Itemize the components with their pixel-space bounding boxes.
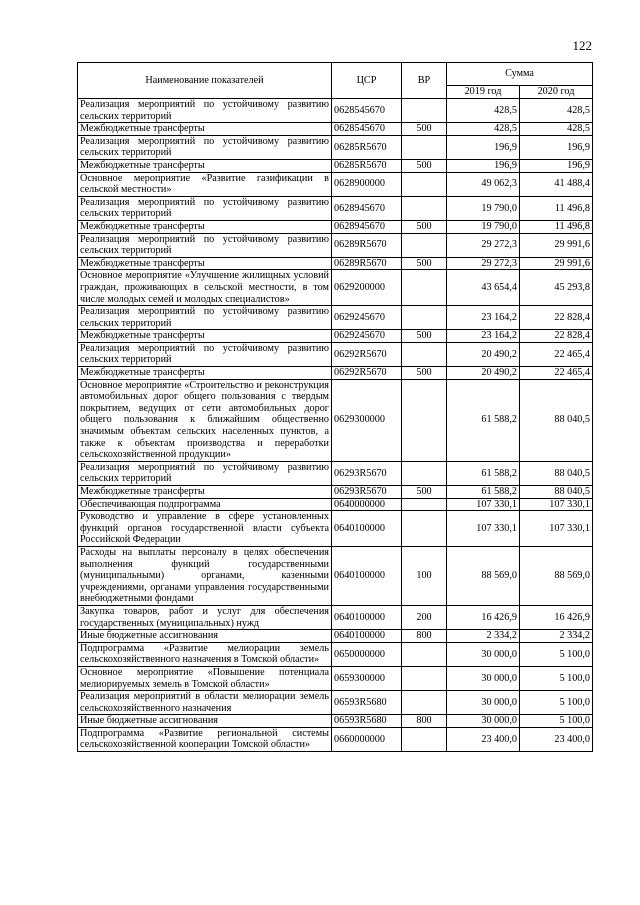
row-sum-2020: 45 293,8 bbox=[520, 270, 593, 306]
row-vr: 500 bbox=[402, 486, 447, 499]
row-csr: 0640100000 bbox=[332, 511, 402, 547]
row-sum-2019: 196,9 bbox=[447, 159, 520, 172]
row-sum-2019: 88 569,0 bbox=[447, 546, 520, 605]
row-sum-2019: 2 334,2 bbox=[447, 630, 520, 643]
row-csr: 06593R5680 bbox=[332, 715, 402, 728]
row-name: Реализация мероприятий по устойчивому развитию сельских территорий bbox=[78, 461, 332, 485]
row-sum-2019: 20 490,2 bbox=[447, 342, 520, 366]
table-row bbox=[78, 172, 593, 196]
row-sum-2019: 30 000,0 bbox=[447, 691, 520, 715]
row-csr: 0659300000 bbox=[332, 666, 402, 690]
row-vr bbox=[402, 727, 447, 751]
row-csr: 0629245670 bbox=[332, 330, 402, 343]
page-number: 122 bbox=[572, 38, 592, 53]
row-sum-2020: 88 569,0 bbox=[520, 546, 593, 605]
row-csr: 06285R5670 bbox=[332, 159, 402, 172]
row-vr: 500 bbox=[402, 330, 447, 343]
row-sum-2020: 88 040,5 bbox=[520, 379, 593, 461]
row-vr bbox=[402, 135, 447, 159]
row-name: Иные бюджетные ассигнования bbox=[78, 630, 332, 643]
row-sum-2019: 20 490,2 bbox=[447, 367, 520, 380]
row-sum-2020: 29 991,6 bbox=[520, 233, 593, 257]
row-sum-2020: 29 991,6 bbox=[520, 257, 593, 270]
row-vr: 500 bbox=[402, 123, 447, 136]
row-vr: 100 bbox=[402, 546, 447, 605]
row-sum-2020: 16 426,9 bbox=[520, 605, 593, 629]
row-csr: 0640100000 bbox=[332, 546, 402, 605]
row-sum-2019: 49 062,3 bbox=[447, 172, 520, 196]
row-sum-2019: 61 588,2 bbox=[447, 461, 520, 485]
row-name: Межбюджетные трансферты bbox=[78, 257, 332, 270]
row-vr bbox=[402, 666, 447, 690]
header-sum: Сумма bbox=[447, 63, 593, 86]
row-sum-2020: 11 496,8 bbox=[520, 220, 593, 233]
row-name: Подпрограмма «Развитие мелиорации земель сельскохозяйственного назначения в Томской области» bbox=[78, 642, 332, 666]
row-name: Реализация мероприятий по устойчивому развитию сельских территорий bbox=[78, 342, 332, 366]
table-row bbox=[78, 379, 593, 461]
row-name: Межбюджетные трансферты bbox=[78, 159, 332, 172]
row-sum-2020: 5 100,0 bbox=[520, 715, 593, 728]
row-name: Подпрограмма «Развитие региональной системы сельскохозяйственной кооперации Томской области» bbox=[78, 727, 332, 751]
row-vr: 200 bbox=[402, 605, 447, 629]
table-row bbox=[78, 486, 593, 499]
header-2019: 2019 год bbox=[447, 86, 520, 99]
table-row bbox=[78, 727, 593, 751]
row-name: Основное мероприятие «Развитие газификации в сельской местности» bbox=[78, 172, 332, 196]
row-csr: 0629300000 bbox=[332, 379, 402, 461]
row-csr: 06289R5670 bbox=[332, 257, 402, 270]
row-csr: 0650000000 bbox=[332, 642, 402, 666]
row-sum-2020: 2 334,2 bbox=[520, 630, 593, 643]
row-name: Основное мероприятие «Повышение потенциала мелиорируемых земель в Томской области» bbox=[78, 666, 332, 690]
table-row bbox=[78, 270, 593, 306]
row-name: Руководство и управление в сфере установленных функций органов государственной власти субъекта Российской Федерации bbox=[78, 511, 332, 547]
row-sum-2020: 5 100,0 bbox=[520, 642, 593, 666]
table-row bbox=[78, 715, 593, 728]
row-vr bbox=[402, 642, 447, 666]
row-sum-2019: 428,5 bbox=[447, 123, 520, 136]
row-vr bbox=[402, 270, 447, 306]
row-sum-2020: 5 100,0 bbox=[520, 666, 593, 690]
row-vr: 500 bbox=[402, 220, 447, 233]
row-name: Межбюджетные трансферты bbox=[78, 123, 332, 136]
table-row bbox=[78, 135, 593, 159]
row-name: Реализация мероприятий по устойчивому развитию сельских территорий bbox=[78, 306, 332, 330]
table-row bbox=[78, 342, 593, 366]
table-row bbox=[78, 666, 593, 690]
row-vr bbox=[402, 233, 447, 257]
row-sum-2019: 43 654,4 bbox=[447, 270, 520, 306]
table-row bbox=[78, 220, 593, 233]
table-row bbox=[78, 367, 593, 380]
table-row bbox=[78, 546, 593, 605]
row-sum-2019: 30 000,0 bbox=[447, 666, 520, 690]
row-name: Реализация мероприятий по устойчивому развитию сельских территорий bbox=[78, 196, 332, 220]
row-sum-2019: 29 272,3 bbox=[447, 257, 520, 270]
row-csr: 0628545670 bbox=[332, 99, 402, 123]
row-name: Основное мероприятие «Строительство и реконструкция автомобильных дорог общего пользования с твердым покрытием, ведущих от сети автомобильных дорог общего пользования к ближайшим общественно значимым объектам сельских населенных пунктов, а также к объектам производства и переработки сельскохозяйственной продукции» bbox=[78, 379, 332, 461]
row-sum-2020: 5 100,0 bbox=[520, 691, 593, 715]
header-vr: ВР bbox=[402, 63, 447, 99]
row-name: Межбюджетные трансферты bbox=[78, 367, 332, 380]
row-csr: 06293R5670 bbox=[332, 461, 402, 485]
table-row bbox=[78, 605, 593, 629]
row-vr bbox=[402, 498, 447, 511]
budget-table bbox=[77, 62, 593, 752]
row-sum-2019: 19 790,0 bbox=[447, 196, 520, 220]
row-csr: 0640100000 bbox=[332, 630, 402, 643]
row-csr: 0640100000 bbox=[332, 605, 402, 629]
row-name: Межбюджетные трансферты bbox=[78, 330, 332, 343]
row-sum-2019: 30 000,0 bbox=[447, 715, 520, 728]
table-row bbox=[78, 306, 593, 330]
row-sum-2020: 107 330,1 bbox=[520, 498, 593, 511]
row-sum-2019: 61 588,2 bbox=[447, 486, 520, 499]
row-name: Закупка товаров, работ и услуг для обеспечения государственных (муниципальных) нужд bbox=[78, 605, 332, 629]
row-sum-2019: 19 790,0 bbox=[447, 220, 520, 233]
table-row bbox=[78, 461, 593, 485]
row-sum-2019: 30 000,0 bbox=[447, 642, 520, 666]
table-row bbox=[78, 99, 593, 123]
row-vr bbox=[402, 511, 447, 547]
row-sum-2020: 107 330,1 bbox=[520, 511, 593, 547]
row-csr: 0628545670 bbox=[332, 123, 402, 136]
row-sum-2019: 29 272,3 bbox=[447, 233, 520, 257]
table-row bbox=[78, 159, 593, 172]
table-row bbox=[78, 233, 593, 257]
table-row bbox=[78, 642, 593, 666]
row-sum-2019: 23 164,2 bbox=[447, 306, 520, 330]
row-csr: 0629245670 bbox=[332, 306, 402, 330]
row-sum-2019: 107 330,1 bbox=[447, 498, 520, 511]
row-sum-2020: 88 040,5 bbox=[520, 486, 593, 499]
row-vr bbox=[402, 172, 447, 196]
row-csr: 06292R5670 bbox=[332, 342, 402, 366]
table-row bbox=[78, 691, 593, 715]
row-sum-2019: 61 588,2 bbox=[447, 379, 520, 461]
row-sum-2020: 88 040,5 bbox=[520, 461, 593, 485]
row-vr bbox=[402, 691, 447, 715]
row-vr: 800 bbox=[402, 630, 447, 643]
table-row bbox=[78, 630, 593, 643]
row-name: Обеспечивающая подпрограмма bbox=[78, 498, 332, 511]
row-csr: 0629200000 bbox=[332, 270, 402, 306]
row-csr: 06285R5670 bbox=[332, 135, 402, 159]
row-vr bbox=[402, 306, 447, 330]
row-sum-2020: 41 488,4 bbox=[520, 172, 593, 196]
row-sum-2019: 428,5 bbox=[447, 99, 520, 123]
table-row bbox=[78, 511, 593, 547]
row-sum-2019: 23 400,0 bbox=[447, 727, 520, 751]
row-name: Реализация мероприятий по устойчивому развитию сельских территорий bbox=[78, 233, 332, 257]
row-sum-2020: 196,9 bbox=[520, 159, 593, 172]
row-vr bbox=[402, 379, 447, 461]
header-csr: ЦСР bbox=[332, 63, 402, 99]
row-sum-2020: 428,5 bbox=[520, 99, 593, 123]
row-name: Реализация мероприятий в области мелиорации земель сельскохозяйственного назначения bbox=[78, 691, 332, 715]
row-vr bbox=[402, 461, 447, 485]
row-vr bbox=[402, 99, 447, 123]
row-sum-2020: 22 828,4 bbox=[520, 330, 593, 343]
row-sum-2020: 22 465,4 bbox=[520, 367, 593, 380]
table-body bbox=[78, 99, 593, 752]
row-vr bbox=[402, 342, 447, 366]
header-name: Наименование показателей bbox=[78, 63, 332, 99]
row-sum-2019: 16 426,9 bbox=[447, 605, 520, 629]
row-csr: 0660000000 bbox=[332, 727, 402, 751]
row-name: Реализация мероприятий по устойчивому развитию сельских территорий bbox=[78, 99, 332, 123]
row-vr: 500 bbox=[402, 367, 447, 380]
row-vr: 800 bbox=[402, 715, 447, 728]
row-name: Межбюджетные трансферты bbox=[78, 486, 332, 499]
row-csr: 06593R5680 bbox=[332, 691, 402, 715]
row-sum-2020: 196,9 bbox=[520, 135, 593, 159]
row-sum-2019: 107 330,1 bbox=[447, 511, 520, 547]
row-name: Реализация мероприятий по устойчивому развитию сельских территорий bbox=[78, 135, 332, 159]
row-vr: 500 bbox=[402, 257, 447, 270]
row-sum-2020: 11 496,8 bbox=[520, 196, 593, 220]
row-csr: 0640000000 bbox=[332, 498, 402, 511]
table-row bbox=[78, 196, 593, 220]
table-row bbox=[78, 498, 593, 511]
row-csr: 0628945670 bbox=[332, 196, 402, 220]
row-vr: 500 bbox=[402, 159, 447, 172]
row-name: Расходы на выплаты персоналу в целях обеспечения выполнения функций государственными (муниципальными) органами, казенными учреждениями, органами управления государственными внебюджетными фондами bbox=[78, 546, 332, 605]
row-sum-2020: 22 828,4 bbox=[520, 306, 593, 330]
row-name: Межбюджетные трансферты bbox=[78, 220, 332, 233]
row-csr: 0628945670 bbox=[332, 220, 402, 233]
row-name: Иные бюджетные ассигнования bbox=[78, 715, 332, 728]
row-sum-2020: 22 465,4 bbox=[520, 342, 593, 366]
row-csr: 0628900000 bbox=[332, 172, 402, 196]
row-sum-2019: 196,9 bbox=[447, 135, 520, 159]
row-vr bbox=[402, 196, 447, 220]
row-sum-2019: 23 164,2 bbox=[447, 330, 520, 343]
row-csr: 06289R5670 bbox=[332, 233, 402, 257]
table-row bbox=[78, 330, 593, 343]
row-csr: 06292R5670 bbox=[332, 367, 402, 380]
table-row bbox=[78, 257, 593, 270]
table-row bbox=[78, 123, 593, 136]
row-name: Основное мероприятие «Улучшение жилищных условий граждан, проживающих в сельской местности, в том числе молодых семей и молодых специалистов» bbox=[78, 270, 332, 306]
row-sum-2020: 23 400,0 bbox=[520, 727, 593, 751]
header-2020: 2020 год bbox=[520, 86, 593, 99]
row-sum-2020: 428,5 bbox=[520, 123, 593, 136]
row-csr: 06293R5670 bbox=[332, 486, 402, 499]
